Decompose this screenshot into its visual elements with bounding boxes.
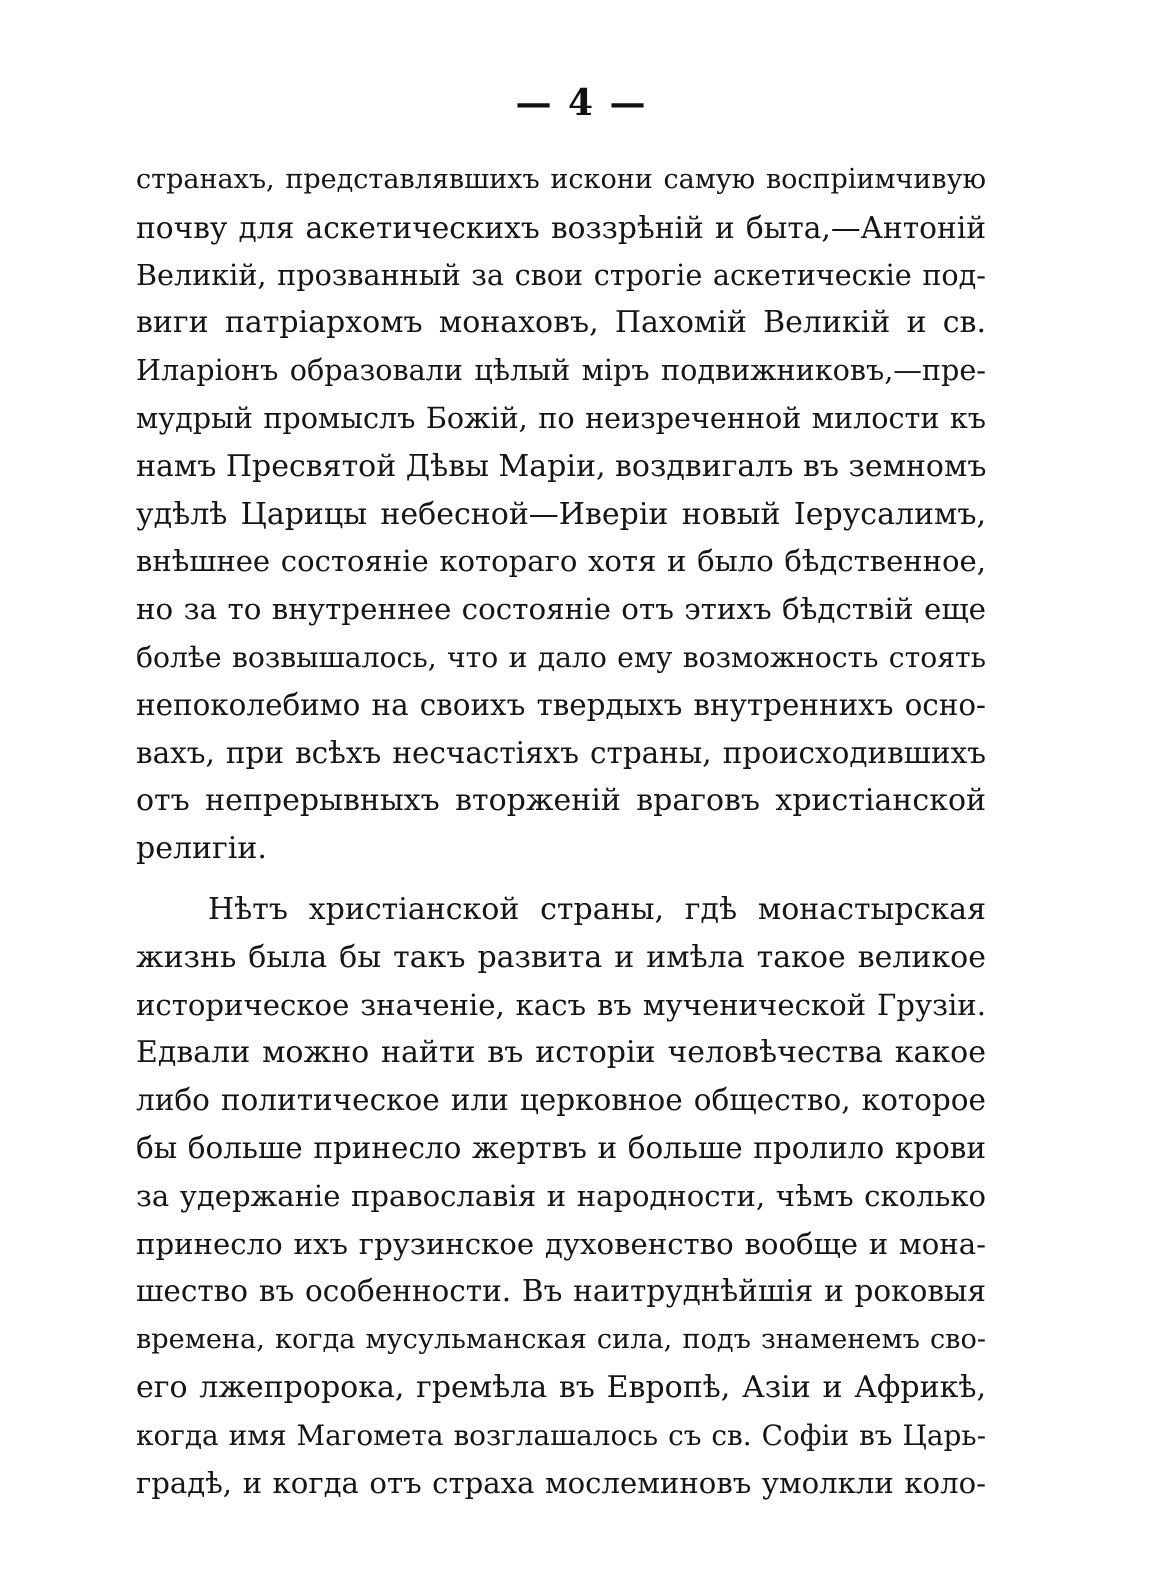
text-line: странахъ, представлявшихъ искони самую воспріимчивую — [136, 164, 986, 195]
text-line: почву для аскетическихъ воззрѣній и быта,—Антоній — [136, 209, 986, 245]
text-line: градѣ, и когда отъ страха мослеминовъ умолкли коло- — [136, 1465, 986, 1500]
text-line: религіи. — [136, 831, 267, 867]
body-text — [136, 156, 986, 1507]
text-line: шество въ особенности. Въ наитруднѣйшія и роковыя — [136, 1274, 986, 1309]
text-line: виги патріархомъ монаховъ, Пахомій Великій и св. — [136, 305, 986, 341]
text-line: непоколебимо на своихъ твердыхъ внутреннихъ осно- — [136, 687, 986, 722]
paragraph-2 — [136, 886, 986, 1507]
text-line: внѣшнее состояніе котораго хотя и было бѣдственное, — [136, 544, 986, 579]
text-line: за удержаніе православія и народности, чѣмъ сколько — [136, 1178, 986, 1213]
paragraph-1 — [136, 156, 986, 873]
text-line: бы больше принесло жертвъ и больше пролило крови — [136, 1130, 986, 1165]
text-line: вахъ, при всѣхъ несчастіяхъ страны, происходившихъ — [136, 735, 986, 770]
text-line: когда имя Магомета возглашалось съ св. Софіи въ Царь- — [136, 1418, 986, 1452]
page-number: — 4 — — [515, 82, 648, 124]
text-line: мудрый промыслъ Божій, по неизреченной милости къ — [136, 400, 986, 435]
text-line: Великій, прозванный за свои строгіе аскетическіе под- — [136, 257, 986, 292]
text-line: жизнь была бы такъ развита и имѣла такое великое — [136, 939, 986, 975]
text-line: но за то внутреннее состояніе отъ этихъ бѣдствій еще — [136, 592, 986, 627]
text-line: отъ непрерывныхъ вторженій враговъ христіанской — [136, 783, 986, 819]
text-line: Нѣтъ христіанской страны, гдѣ монастырская — [208, 891, 986, 927]
text-line: болѣе возвышалось, что и дало ему возможность стоять — [136, 640, 986, 674]
text-line: его лжепророка, гремѣла въ Европѣ, Азіи и Африкѣ, — [136, 1369, 986, 1405]
text-line: принесло ихъ грузинское духовенство вообще и мона- — [136, 1226, 986, 1261]
text-line: Едвали можно найти въ исторіи человѣчества какое — [136, 1035, 986, 1071]
text-line: намъ Пресвятой Дѣвы Маріи, воздвигалъ въ земномъ — [136, 448, 987, 484]
text-line: времена, когда мусульманская сила, подъ знаменемъ сво- — [136, 1324, 986, 1356]
text-line: удѣлѣ Царицы небесной—Иверіи новый Іерусалимъ, — [136, 496, 986, 532]
paragraph-gap — [136, 873, 986, 886]
text-line: Иларіонъ образовали цѣлый міръ подвижниковъ,—пре- — [136, 353, 986, 388]
text-line: либо политическое или церковное общество, которое — [136, 1083, 986, 1118]
text-line: историческое значеніе, касъ въ мученической Грузіи. — [136, 987, 986, 1022]
